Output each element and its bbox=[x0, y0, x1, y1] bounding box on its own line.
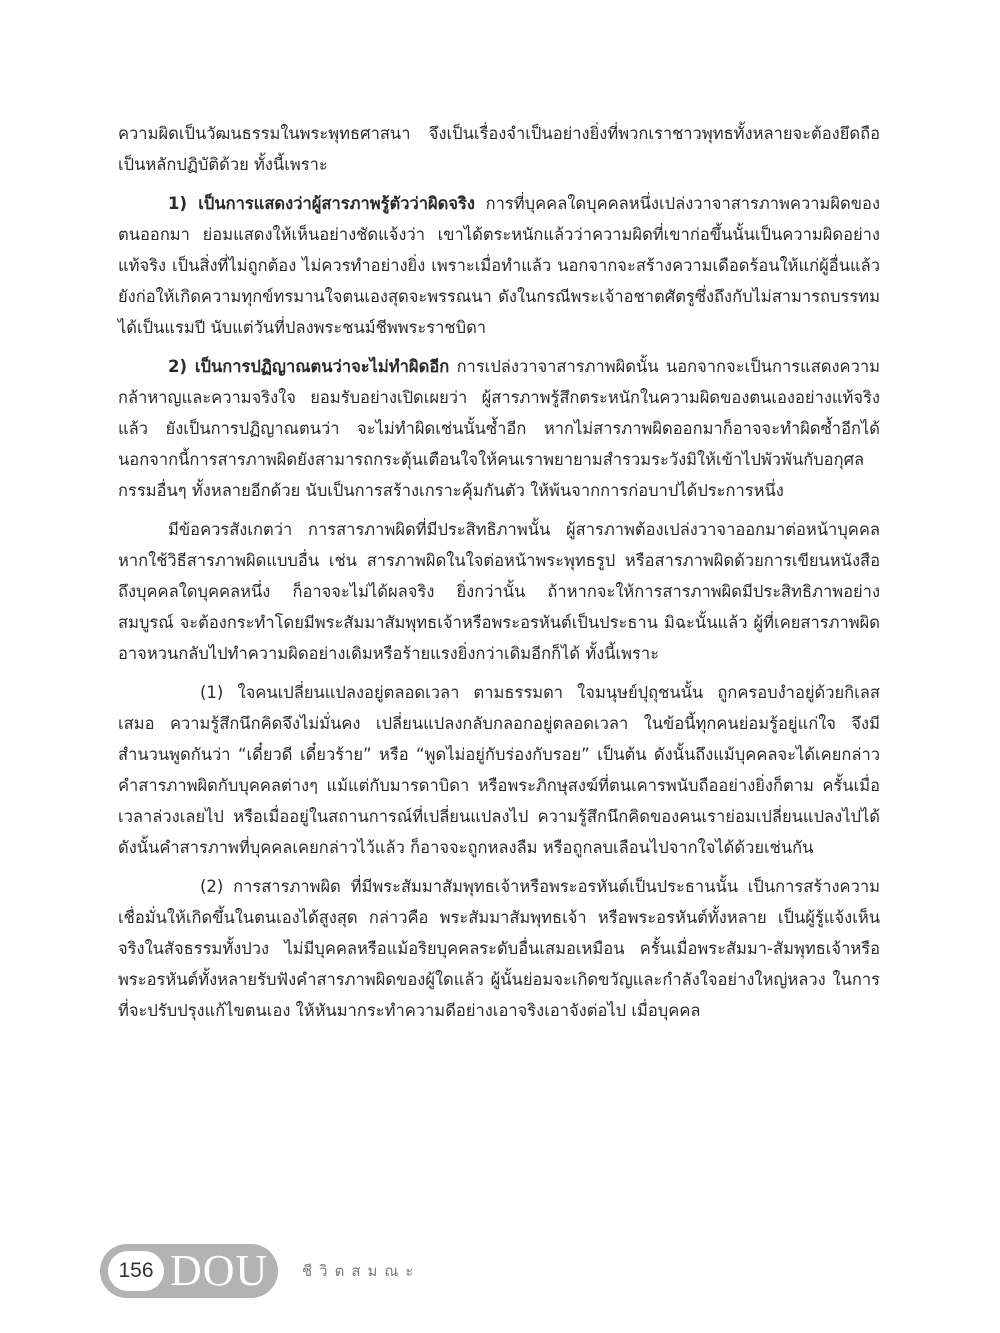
page-footer bbox=[100, 1244, 420, 1298]
paragraph-subpoint-1: (1) ใจคนเปลี่ยนแปลงอยู่ตลอดเวลา ตามธรรมดา ใจมนุษย์ปุถุชนนั้น ถูกครอบงำอยู่ด้วยกิเลสเสมอ ความรู้สึกนึกคิดจึงไม่มั่นคง เปลี่ยนแปลงกลับกลอกอยู่ตลอดเวลา ในข้อนี้ทุกคนย่อมรู้อยู่แก่ใจ จึงมีสำนวนพูดกันว่า “เดี๋ยวดี เดี๋ยวร้าย” หรือ “พูดไม่อยู่กับร่องกับรอย” เป็นต้น ดังนั้นถึงแม้บุคคลจะได้เคยกล่าวคำสารภาพผิดกับบุคคลต่างๆ แม้แต่กับมารดาบิดา หรือพระภิกษุสงฆ์ที่ตนเคารพนับถืออย่างยิ่งก็ตาม ครั้นเมื่อเวลาล่วงเลยไป หรือเมื่ออยู่ในสถานการณ์ที่เปลี่ยนแปลงไป ความรู้สึกนึกคิดของคนเราย่อมเปลี่ยนแปลงไปได้ ดังนั้นคำสารภาพที่บุคคลเคยกล่าวไว้แล้ว ก็อาจจะถูกหลงลืม หรือถูกลบเลือนไปจากใจได้ด้วยเช่นกัน bbox=[118, 683, 880, 857]
footer-badge bbox=[100, 1244, 278, 1298]
page-number: 156 bbox=[108, 1251, 164, 1291]
point-2-heading: 2) เป็นการปฏิญาณตนว่าจะไม่ทำผิดอีก bbox=[168, 357, 450, 376]
paragraph-subpoint-2: (2) การสารภาพผิด ที่มีพระสัมมาสัมพุทธเจ้าหรือพระอรหันต์เป็นประธานนั้น เป็นการสร้างความเชื่อมั่นให้เกิดขึ้นในตนเองได้สูงสุด กล่าวคือ พระสัมมาสัมพุทธเจ้า หรือพระอรหันต์ทั้งหลาย เป็นผู้รู้แจ้งเห็นจริงในสัจธรรมทั้งปวง ไม่มีบุคคลหรือแม้อริยบุคคลระดับอื่นเสมอเหมือน ครั้นเมื่อพระสัมมา-สัมพุทธเจ้าหรือพระอรหันต์ทั้งหลายรับฟังคำสารภาพผิดของผู้ใดแล้ว ผู้นั้นย่อมจะเกิดขวัญและกำลังใจอย่างใหญ่หลวง ในการที่จะปรับปรุงแก้ไขตนเอง ให้หันมากระทำความดีอย่างเอาจริงเอาจังต่อไป เมื่อบุคคล bbox=[118, 877, 880, 1020]
point-2-body: การเปล่งวาจาสารภาพผิดนั้น นอกจากจะเป็นการแสดงความกล้าหาญและความจริงใจ ยอมรับอย่างเปิดเผยว่า ผู้สารภาพรู้สึกตระหนักในความผิดของตนเองอย่างแท้จริงแล้ว ยังเป็นการปฏิญาณตนว่า จะไม่ทำผิดเช่นนั้นซ้ำอีก หากไม่สารภาพผิดออกมาก็อาจจะทำผิดซ้ำอีกได้ นอกจากนี้การสารภาพผิดยังสามารถกระตุ้นเตือนใจให้คนเราพยายามสำรวมระวังมิให้เข้าไปพัวพันกับอกุศลกรรมอื่นๆ ทั้งหลายอีกด้วย นับเป็นการสร้างเกราะคุ้มกันตัว ให้พ้นจากการก่อบาปได้ประการหนึ่ง bbox=[118, 357, 880, 500]
dou-logo: DOU bbox=[170, 1246, 269, 1295]
paragraph-observation: มีข้อควรสังเกตว่า การสารภาพผิดที่มีประสิทธิภาพนั้น ผู้สารภาพต้องเปล่งวาจาออกมาต่อหน้าบุคคล หากใช้วิธีสารภาพผิดแบบอื่น เช่น สารภาพผิดในใจต่อหน้าพระพุทธรูป หรือสารภาพผิดด้วยการเขียนหนังสือถึงบุคคลใดบุคคลหนึ่ง ก็อาจจะไม่ได้ผลจริง ยิ่งกว่านั้น ถ้าหากจะให้การสารภาพผิดมีประสิทธิภาพอย่างสมบูรณ์ จะต้องกระทำโดยมีพระสัมมาสัมพุทธเจ้าหรือพระอรหันต์เป็นประธาน มิฉะนั้นแล้ว ผู้ที่เคยสารภาพผิด อาจหวนกลับไปทำความผิดอย่างเดิมหรือร้ายแรงยิ่งกว่าเดิมอีกก็ได้ ทั้งนี้เพราะ bbox=[118, 520, 880, 663]
book-title: ชีวิตสมณะ bbox=[302, 1262, 421, 1280]
point-1-heading: 1) เป็นการแสดงว่าผู้สารภาพรู้ตัวว่าผิดจริง bbox=[168, 194, 475, 213]
paragraph-point-1 bbox=[118, 188, 880, 343]
paragraph-point-2 bbox=[118, 351, 880, 506]
paragraph-intro: ความผิดเป็นวัฒนธรรมในพระพุทธศาสนา จึงเป็นเรื่องจำเป็นอย่างยิ่งที่พวกเราชาวพุทธทั้งหลายจะต้องยึดถือเป็นหลักปฏิบัติด้วย ทั้งนี้เพราะ bbox=[118, 124, 880, 174]
main-text bbox=[118, 118, 880, 1034]
point-1-body: การที่บุคคลใดบุคคลหนึ่งเปล่งวาจาสารภาพความผิดของตนออกมา ย่อมแสดงให้เห็นอย่างชัดแจ้งว่า เขาได้ตระหนักแล้วว่าความผิดที่เขาก่อขึ้นนั้นเป็นความผิดอย่างแท้จริง เป็นสิ่งที่ไม่ถูกต้อง ไม่ควรทำอย่างยิ่ง เพราะเมื่อทำแล้ว นอกจากจะสร้างความเดือดร้อนให้แก่ผู้อื่นแล้ว ยังก่อให้เกิดความทุกข์ทรมานใจตนเองสุดจะพรรณนา ดังในกรณีพระเจ้าอชาตศัตรูซึ่งถึงกับไม่สามารถบรรทมได้เป็นแรมปี นับแต่วันที่ปลงพระชนม์ชีพพระราชบิดา bbox=[118, 194, 880, 337]
